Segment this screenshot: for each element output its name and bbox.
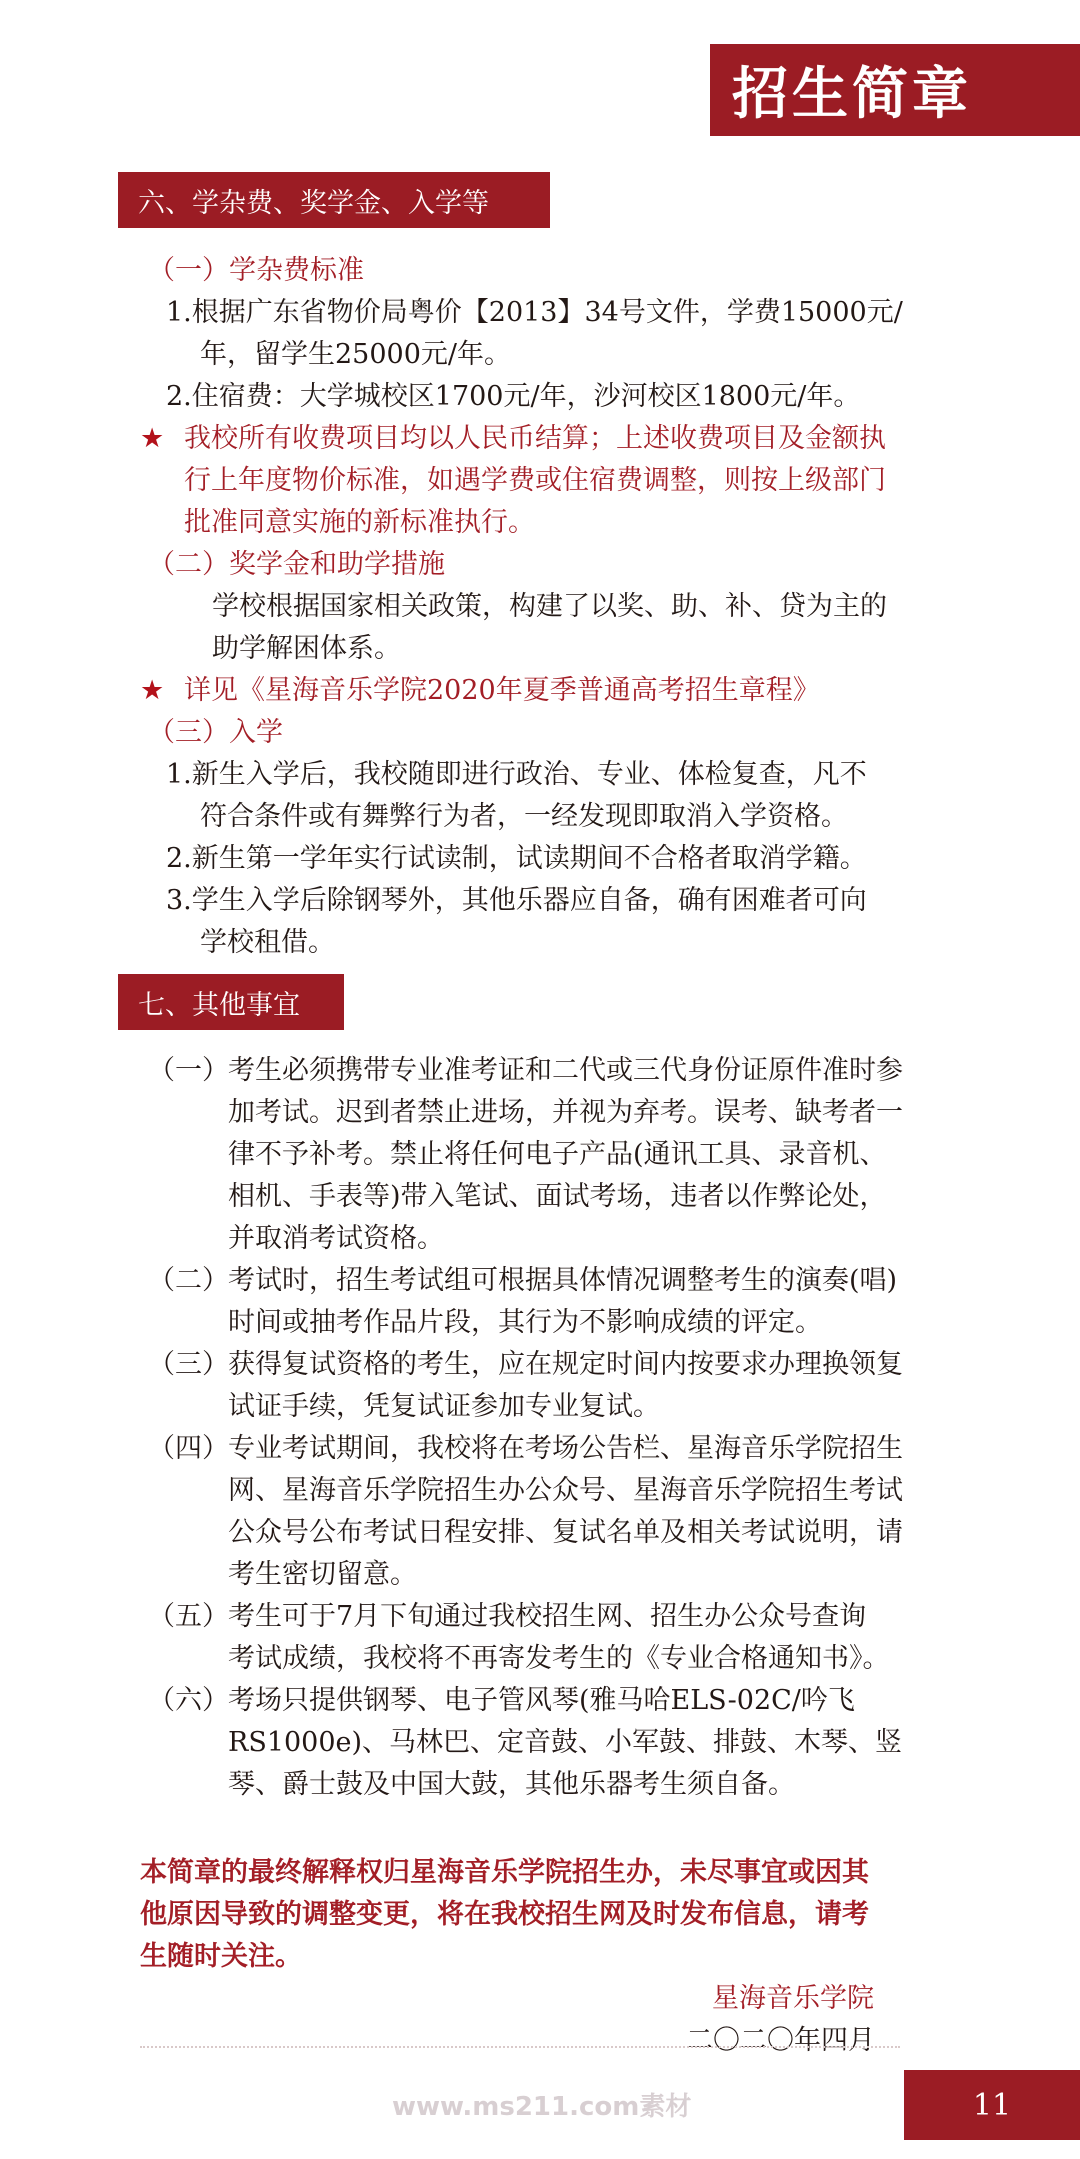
other-item-1-line-4: 相机、手表等)带入笔试、面试考场，违者以作弊论处，	[228, 1181, 887, 1212]
other-item-1-line-2: 加考试。迟到者禁止进场，并视为弃考。误考、缺考者一	[228, 1097, 903, 1128]
other-item-2-line-2: 时间或抽考作品片段，其行为不影响成绩的评定。	[228, 1307, 822, 1338]
other-item-1-line-3: 律不予补考。禁止将任何电子产品(通讯工具、录音机、	[228, 1139, 887, 1170]
admission-charter-note: 详见《星海音乐学院2020年夏季普通高考招生章程》	[184, 675, 820, 706]
signature-date: 二〇二〇年四月	[686, 2025, 875, 2056]
other-item-1-line-5: 并取消考试资格。	[228, 1223, 444, 1254]
other-item-2-line-1: 考试时，招生考试组可根据具体情况调整考生的演奏(唱)	[228, 1265, 898, 1296]
closing-line-2: 他原因导致的调整变更，将在我校招生网及时发布信息，请考	[140, 1899, 869, 1930]
enrollment-item-2: 2.新生第一学年实行试读制，试读期间不合格者取消学籍。	[166, 843, 867, 874]
other-item-3-line-2: 试证手续，凭复试证参加专业复试。	[228, 1391, 660, 1422]
other-item-5-line-2: 考试成绩，我校将不再寄发考生的《专业合格通知书》。	[228, 1643, 890, 1674]
fees-note-line-3: 批准同意实施的新标准执行。	[184, 507, 535, 538]
other-item-6-line-3: 琴、爵士鼓及中国大鼓，其他乐器考生须自备。	[228, 1769, 795, 1800]
other-item-4-line-2: 网、星海音乐学院招生办公众号、星海音乐学院招生考试	[228, 1475, 903, 1506]
other-item-5-number: （五）	[148, 1601, 229, 1632]
other-item-4-number: （四）	[148, 1433, 229, 1464]
other-item-1-number: （一）	[148, 1055, 229, 1086]
star-icon: ★	[140, 675, 165, 706]
scholarship-line-1: 学校根据国家相关政策，构建了以奖、助、补、贷为主的	[212, 591, 887, 622]
fees-item-1-line-1: 1.根据广东省物价局粤价【2013】34号文件，学费15000元/	[166, 297, 903, 328]
closing-line-3: 生随时关注。	[140, 1941, 302, 1972]
scholarship-line-2: 助学解困体系。	[212, 633, 401, 664]
subsection-scholarship-title: （二）奖学金和助学措施	[148, 549, 445, 580]
other-item-5-line-1: 考生可于7月下旬通过我校招生网、招生办公众号查询	[228, 1601, 867, 1632]
subsection-enrollment-title: （三）入学	[148, 717, 283, 748]
other-item-6-line-1: 考场只提供钢琴、电子管风琴(雅马哈ELS-02C/吟飞	[228, 1685, 855, 1716]
section-6-heading: 六、学杂费、奖学金、入学等	[118, 172, 550, 228]
closing-line-1: 本简章的最终解释权归星海音乐学院招生办，未尽事宜或因其	[140, 1857, 869, 1888]
star-icon: ★	[140, 423, 165, 454]
enrollment-item-3-line-1: 3.学生入学后除钢琴外，其他乐器应自备，确有困难者可向	[166, 885, 867, 916]
fees-note-line-1: 我校所有收费项目均以人民币结算；上述收费项目及金额执	[184, 423, 886, 454]
fees-item-1-line-2: 年，留学生25000元/年。	[200, 339, 511, 370]
page-title: 招生简章	[710, 44, 1080, 136]
other-item-4-line-1: 专业考试期间，我校将在考场公告栏、星海音乐学院招生	[228, 1433, 903, 1464]
enrollment-item-1-line-2: 符合条件或有舞弊行为者，一经发现即取消入学资格。	[200, 801, 848, 832]
other-item-4-line-4: 考生密切留意。	[228, 1559, 417, 1590]
page-number: 11	[904, 2070, 1080, 2140]
other-item-6-number: （六）	[148, 1685, 229, 1716]
section-7-heading: 七、其他事宜	[118, 974, 344, 1030]
fees-item-2: 2.住宿费：大学城校区1700元/年，沙河校区1800元/年。	[166, 381, 861, 412]
enrollment-item-3-line-2: 学校租借。	[200, 927, 335, 958]
fees-note-line-2: 行上年度物价标准，如遇学费或住宿费调整，则按上级部门	[184, 465, 886, 496]
other-item-3-number: （三）	[148, 1349, 229, 1380]
other-item-2-number: （二）	[148, 1265, 229, 1296]
watermark: www.ms211.com素材	[392, 2092, 692, 2122]
footer-divider	[140, 2046, 900, 2048]
signature-org: 星海音乐学院	[712, 1983, 874, 2014]
other-item-6-line-2: RS1000e)、马林巴、定音鼓、小军鼓、排鼓、木琴、竖	[228, 1727, 903, 1758]
other-item-1-line-1: 考生必须携带专业准考证和二代或三代身份证原件准时参	[228, 1055, 903, 1086]
other-item-3-line-1: 获得复试资格的考生，应在规定时间内按要求办理换领复	[228, 1349, 903, 1380]
enrollment-item-1-line-1: 1.新生入学后，我校随即进行政治、专业、体检复查，凡不	[166, 759, 867, 790]
other-item-4-line-3: 公众号公布考试日程安排、复试名单及相关考试说明，请	[228, 1517, 903, 1548]
subsection-fees-title: （一）学杂费标准	[148, 255, 364, 286]
